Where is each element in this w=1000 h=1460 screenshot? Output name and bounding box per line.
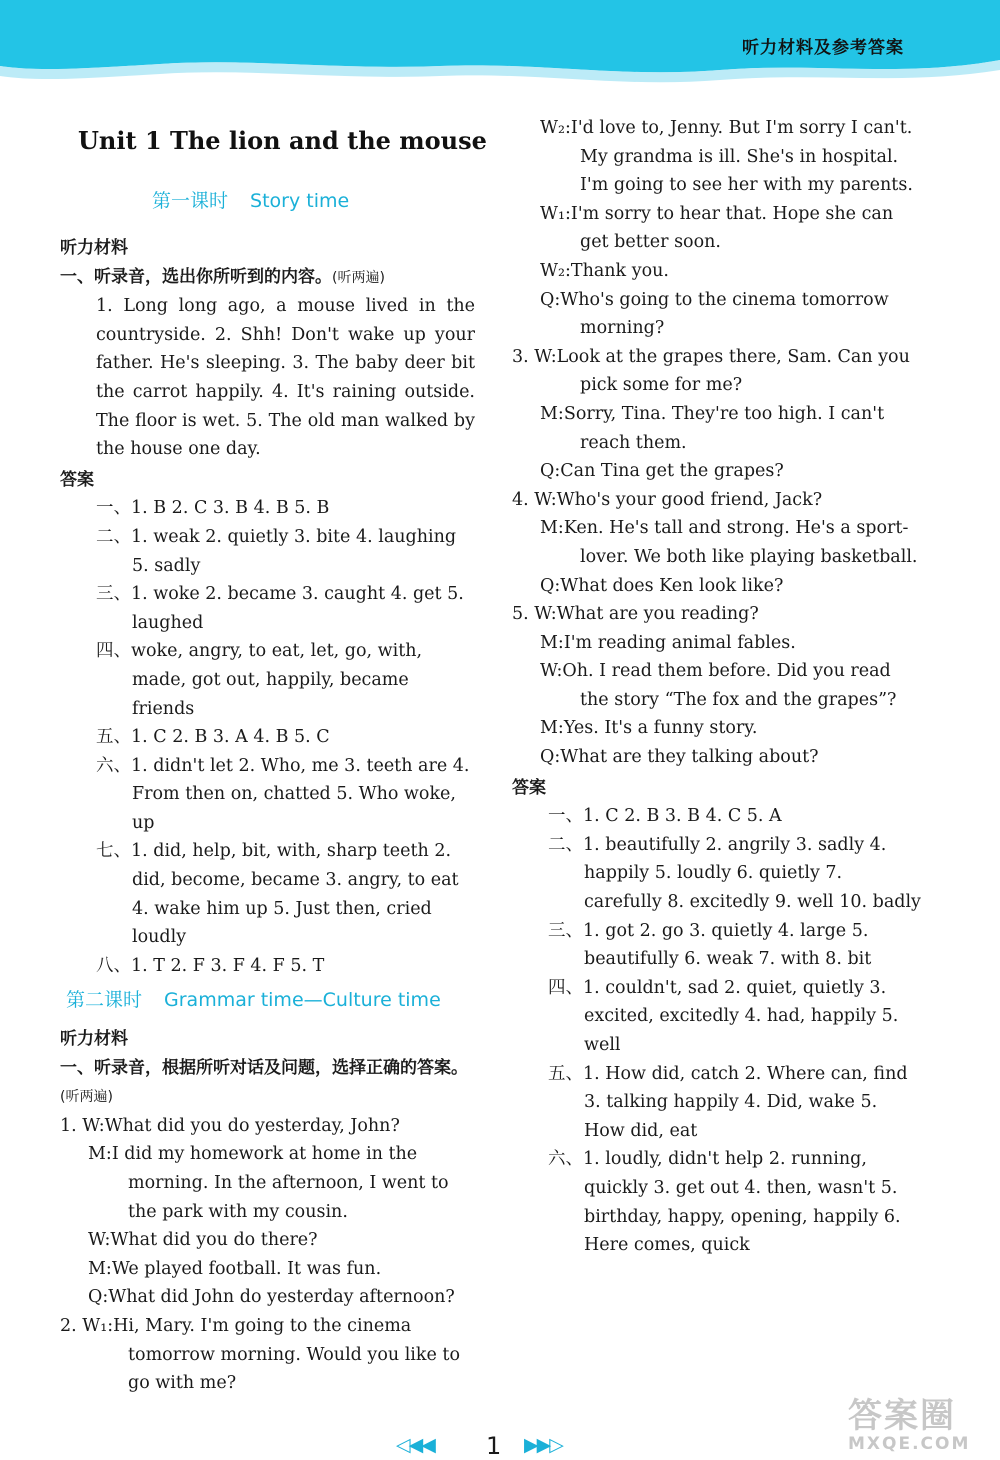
dialog-speaker: W: (534, 604, 557, 625)
answer-line: 七、1. did, help, bit, with, sharp teeth 2. did, become, became 3. angry, to eat 4. wake him up 5. Just then, cried loudly (96, 841, 459, 948)
l1-q1-note: (听两遍) (332, 269, 385, 286)
answer-line: 二、1. beautifully 2. angrily 3. sadly 4. happily 5. loudly 6. quietly 7. carefully 8. excitedly 9. well 10. badly (548, 834, 921, 913)
lesson-2-heading (66, 986, 475, 1015)
answer-line: 四、woke, angry, to eat, let, go, with, made, got out, happily, became friends (96, 641, 423, 719)
l1-question-1-title (60, 263, 475, 293)
dialog-line (540, 572, 922, 601)
answer-line: 五、1. C 2. B 3. A 4. B 5. C (96, 727, 330, 748)
dialog-text: I'd love to, Jenny. But I'm sorry I can't. My grandma is ill. She's in hospital. I'm going to see her with my parents. (570, 118, 913, 196)
dialog-speaker: W: (88, 1230, 111, 1251)
answer-line: 三、1. woke 2. became 3. caught 4. get 5. laughed (96, 584, 464, 633)
dialog-line (540, 400, 922, 457)
dialog-text: Who's your good friend, Jack? (556, 489, 823, 510)
dialog-line (540, 657, 922, 714)
listening-heading: 听力材料 (60, 238, 128, 258)
dialog-line (540, 114, 922, 200)
dialog-text: I'm sorry to hear that. Hope she can get better soon. (570, 203, 894, 253)
answer-line: 六、1. didn't let 2. Who, me 3. teeth are 4. From then on, chatted 5. Who woke, up (96, 755, 470, 833)
lesson-1-heading (152, 186, 349, 213)
lesson-2-cn: 第二课时 (66, 989, 143, 1012)
dialog-line (540, 257, 922, 286)
dialog-speaker: M: (88, 1144, 112, 1165)
dialog-line (540, 514, 922, 571)
dialog-line (540, 200, 922, 257)
next-arrows-icon: ▶▶▷ (524, 1434, 562, 1456)
dialog-text: Yes. It's a funny story. (563, 718, 758, 739)
header-title: 听力材料及参考答案 (742, 38, 904, 58)
lesson-2-en: Grammar time—Culture time (164, 989, 441, 1012)
dialog-speaker: W: (534, 346, 557, 367)
watermark-text: 答案圈 (848, 1396, 956, 1436)
dialog-speaker: W: (540, 661, 563, 682)
watermark-logo (848, 1398, 998, 1454)
dialog-text: Thank you. (570, 260, 669, 281)
dialog-speaker: Q: (540, 289, 561, 310)
dialog-line (512, 343, 922, 400)
dialog-speaker: M: (540, 403, 564, 424)
dialog-line (60, 1312, 475, 1398)
dialog-line (512, 600, 922, 629)
dialog-text: What does Ken look like? (560, 575, 784, 596)
dialog-speaker: W: (82, 1115, 105, 1136)
dialog-text: Hi, Mary. I'm going to the cinema tomorrow morning. Would you like to go with me? (113, 1315, 460, 1394)
lesson-1-en: Story time (250, 190, 350, 212)
dialog-speaker: W₂: (540, 260, 571, 281)
dialog-text: What are you reading? (556, 604, 759, 625)
l1-q1-title: 一、听录音，选出你所听到的内容。 (60, 266, 332, 287)
dialog-text: What did John do yesterday afternoon? (108, 1287, 455, 1308)
lesson-1-cn: 第一课时 (152, 190, 229, 212)
dialog-line (60, 1112, 475, 1141)
dialog-speaker: M: (88, 1258, 112, 1279)
answers-heading-2: 答案 (512, 777, 546, 798)
l2-q1-note: (听两遍) (60, 1089, 113, 1106)
dialog-line (88, 1226, 475, 1255)
watermark-url: MXQE.COM (848, 1434, 971, 1454)
dialog-line (540, 286, 922, 343)
answer-line: 一、1. B 2. C 3. B 4. B 5. B (96, 498, 330, 519)
dialog-line (88, 1255, 475, 1284)
dialog-speaker: Q: (540, 747, 561, 768)
dialog-text: Ken. He's tall and strong. He's a sport-lover. We both like playing basketball. (563, 518, 918, 567)
answer-line: 五、1. How did, catch 2. Where can, find 3. talking happily 4. Did, wake 5. How did, eat (548, 1063, 908, 1141)
dialog-text: Look at the grapes there, Sam. Can you pick some for me? (556, 346, 910, 396)
listening-heading-2: 听力材料 (60, 1029, 128, 1050)
dialog-speaker: Q: (88, 1287, 109, 1308)
answers-heading: 答案 (60, 469, 94, 490)
answer-line: 四、1. couldn't, sad 2. quiet, quietly 3. excited, excitedly 4. had, happily 5. well (548, 977, 899, 1055)
l1-q1-text: 1. Long long ago, a mouse lived in the countryside. 2. Shh! Don't wake up your father. He's sleeping. 3. The baby deer bit the carrot happily. 4. It's raining outside. The floor is wet. 5. The old man walked by the house one day. (96, 296, 475, 460)
dialog-line (540, 457, 922, 486)
dialog-number: 3. (512, 346, 535, 367)
dialog-line (540, 714, 922, 743)
dialog-speaker: Q: (540, 461, 561, 482)
dialog-text: I did my homework at home in the morning. In the afternoon, I went to the park with my cousin. (111, 1144, 449, 1222)
dialog-text: What are they talking about? (560, 747, 819, 768)
dialog-speaker: W: (534, 489, 557, 510)
dialog-right-list (512, 114, 922, 772)
dialog-number: 4. (512, 489, 535, 510)
dialog-text: Who's going to the cinema tomorrow morning? (560, 289, 889, 339)
dialog-text: We played football. It was fun. (111, 1258, 382, 1279)
dialog-text: What did you do there? (110, 1230, 318, 1251)
dialog-line (88, 1140, 475, 1226)
dialog-speaker: Q: (540, 575, 561, 596)
dialog-text: What did you do yesterday, John? (104, 1115, 400, 1136)
dialog-text: Oh. I read them before. Did you read the story “The fox and the grapes”? (562, 661, 897, 710)
l1-answers-list (60, 494, 475, 980)
answer-line: 八、1. T 2. F 3. F 4. F 5. T (96, 955, 325, 976)
dialog-speaker: M: (540, 718, 564, 739)
dialog-speaker: M: (540, 632, 564, 653)
dialog-text: Can Tina get the grapes? (560, 461, 784, 482)
right-column (512, 114, 922, 1260)
dialog-text: Sorry, Tina. They're too high. I can't reach them. (563, 403, 885, 453)
answer-line: 一、1. C 2. B 3. B 4. C 5. A (548, 806, 782, 827)
dialog-line (540, 629, 922, 658)
answer-line: 三、1. got 2. go 3. quietly 4. large 5. beautifully 6. weak 7. with 8. bit (548, 920, 872, 970)
prev-arrows-icon: ◁◀◀ (396, 1434, 434, 1456)
dialog-left-list (60, 1112, 475, 1398)
dialog-number: 5. (512, 604, 535, 625)
page-number: 1 (486, 1432, 502, 1460)
dialog-number: 1. (60, 1115, 83, 1136)
dialog-line (88, 1283, 475, 1312)
unit-title: Unit 1 The lion and the mouse (78, 126, 487, 155)
dialog-number: 2. (60, 1315, 83, 1336)
dialog-speaker: W₂: (540, 118, 571, 138)
left-column (60, 232, 475, 1398)
answer-line: 二、1. weak 2. quietly 3. bite 4. laughing 5. sadly (96, 526, 457, 576)
l2-question-1-title (60, 1054, 475, 1112)
dialog-text: I'm reading animal fables. (563, 632, 796, 653)
l2-q1-title: 一、听录音，根据所听对话及问题，选择正确的答案。 (60, 1057, 468, 1078)
dialog-speaker: W₁: (82, 1315, 114, 1336)
answer-line: 六、1. loudly, didn't help 2. running, quickly 3. get out 4. then, wasn't 5. birthday, happy, opening, happily 6. Here comes, quick (548, 1149, 901, 1256)
dialog-line (540, 743, 922, 772)
dialog-speaker: M: (540, 518, 564, 539)
dialog-line (512, 486, 922, 515)
l2-answers-list (512, 802, 922, 1260)
dialog-speaker: W₁: (540, 203, 571, 224)
